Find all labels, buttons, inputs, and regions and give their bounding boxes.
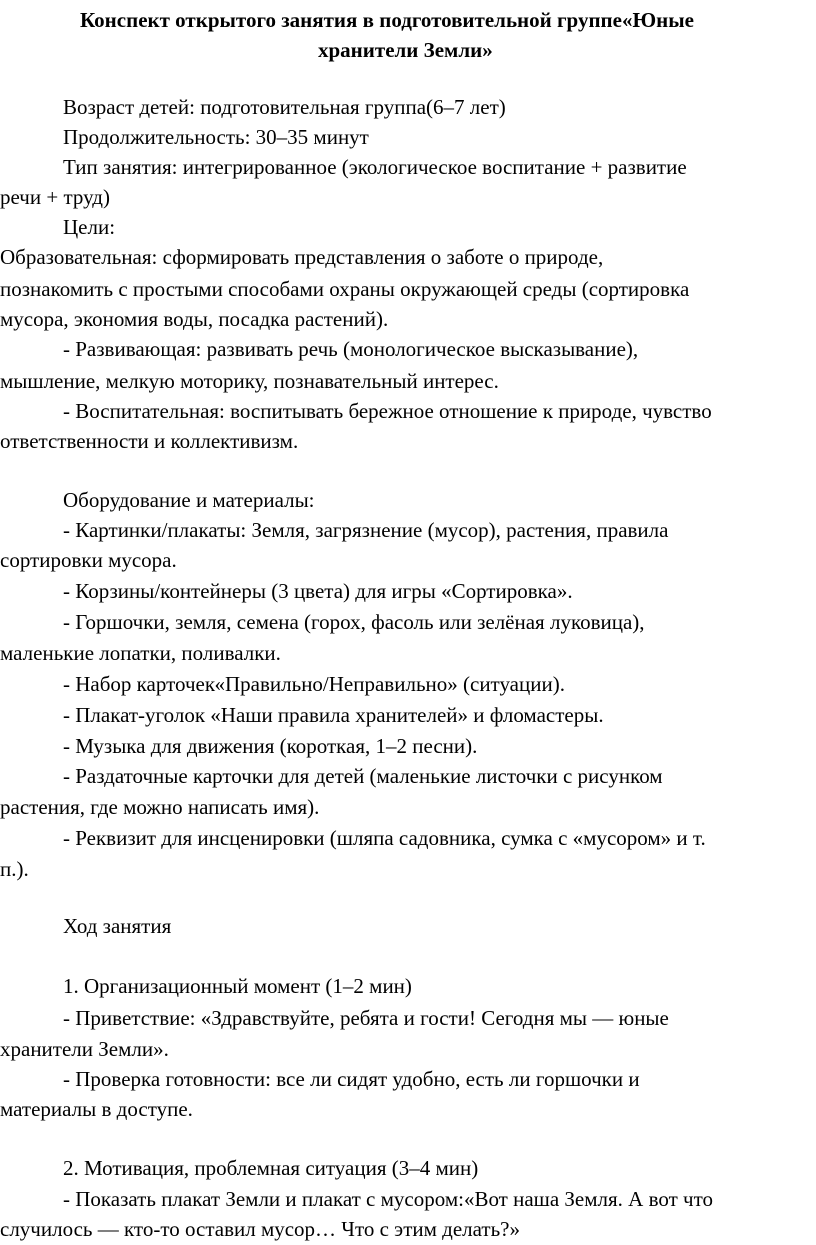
step-1-greeting-line-1: - Приветствие: «Здравствуйте, ребята и гости! Сегодня мы — юные bbox=[63, 1006, 669, 1030]
step-2-poster-line-2: случилось — кто-то оставил мусор… Что с этим делать?» bbox=[0, 1217, 520, 1241]
goal-educational-line-2: познакомить с простыми способами охраны окружающей среды (сортировка bbox=[0, 277, 690, 301]
lesson-progress-heading: Ход занятия bbox=[63, 914, 172, 938]
lesson-type-line-1: Тип занятия: интегрированное (экологическое воспитание + развитие bbox=[63, 155, 687, 179]
document-title-line-1: Конспект открытого занятия в подготовительной группе«Юные bbox=[80, 8, 694, 32]
goal-upbringing-line-2: ответственности и коллективизм. bbox=[0, 429, 299, 453]
equipment-heading: Оборудование и материалы: bbox=[63, 488, 315, 512]
step-1-greeting-line-2: хранители Земли». bbox=[0, 1037, 169, 1061]
goal-developing-line-2: мышление, мелкую моторику, познавательный интерес. bbox=[0, 369, 499, 393]
equipment-item-8-line-2: п.). bbox=[0, 857, 29, 881]
equipment-item-6: - Музыка для движения (короткая, 1–2 песни). bbox=[63, 734, 478, 758]
goal-developing-line-1: - Развивающая: развивать речь (монологическое высказывание), bbox=[63, 337, 639, 361]
goal-educational-line-1: Образовательная: сформировать представления о заботе о природе, bbox=[0, 245, 604, 269]
step-2-poster-line-1: - Показать плакат Земли и плакат с мусором:«Вот наша Земля. А вот что bbox=[63, 1187, 713, 1211]
document-title-line-2: хранители Земли» bbox=[318, 38, 493, 62]
equipment-item-7-line-1: - Раздаточные карточки для детей (маленькие листочки с рисунком bbox=[63, 764, 663, 788]
lesson-type-line-2: речи + труд) bbox=[0, 185, 110, 209]
step-1-check-line-1: - Проверка готовности: все ли сидят удобно, есть ли горшочки и bbox=[63, 1067, 640, 1091]
equipment-item-8-line-1: - Реквизит для инсценировки (шляпа садовника, сумка с «мусором» и т. bbox=[63, 826, 706, 850]
equipment-item-7-line-2: растения, где можно написать имя). bbox=[0, 795, 320, 819]
age-line: Возраст детей: подготовительная группа(6–7 лет) bbox=[63, 95, 506, 119]
equipment-item-5: - Плакат-уголок «Наши правила хранителей» и фломастеры. bbox=[63, 703, 604, 727]
step-2-title: 2. Мотивация, проблемная ситуация (3–4 мин) bbox=[63, 1156, 479, 1180]
step-1-title: 1. Организационный момент (1–2 мин) bbox=[63, 974, 412, 998]
equipment-item-3-line-1: - Горшочки, земля, семена (горох, фасоль или зелёная луковица), bbox=[63, 610, 645, 634]
equipment-item-3-line-2: маленькие лопатки, поливалки. bbox=[0, 641, 281, 665]
equipment-item-4: - Набор карточек«Правильно/Неправильно» (ситуации). bbox=[63, 672, 565, 696]
equipment-item-1-line-1: - Картинки/плакаты: Земля, загрязнение (мусор), растения, правила bbox=[63, 518, 669, 542]
duration-line: Продолжительность: 30–35 минут bbox=[63, 125, 369, 149]
goal-upbringing-line-1: - Воспитательная: воспитывать бережное отношение к природе, чувство bbox=[63, 399, 712, 423]
equipment-item-1-line-2: сортировки мусора. bbox=[0, 548, 177, 572]
equipment-item-2: - Корзины/контейнеры (3 цвета) для игры «Сортировка». bbox=[63, 579, 573, 603]
step-1-check-line-2: материалы в доступе. bbox=[0, 1097, 193, 1121]
goals-heading: Цели: bbox=[63, 215, 116, 239]
goal-educational-line-3: мусора, экономия воды, посадка растений). bbox=[0, 307, 389, 331]
